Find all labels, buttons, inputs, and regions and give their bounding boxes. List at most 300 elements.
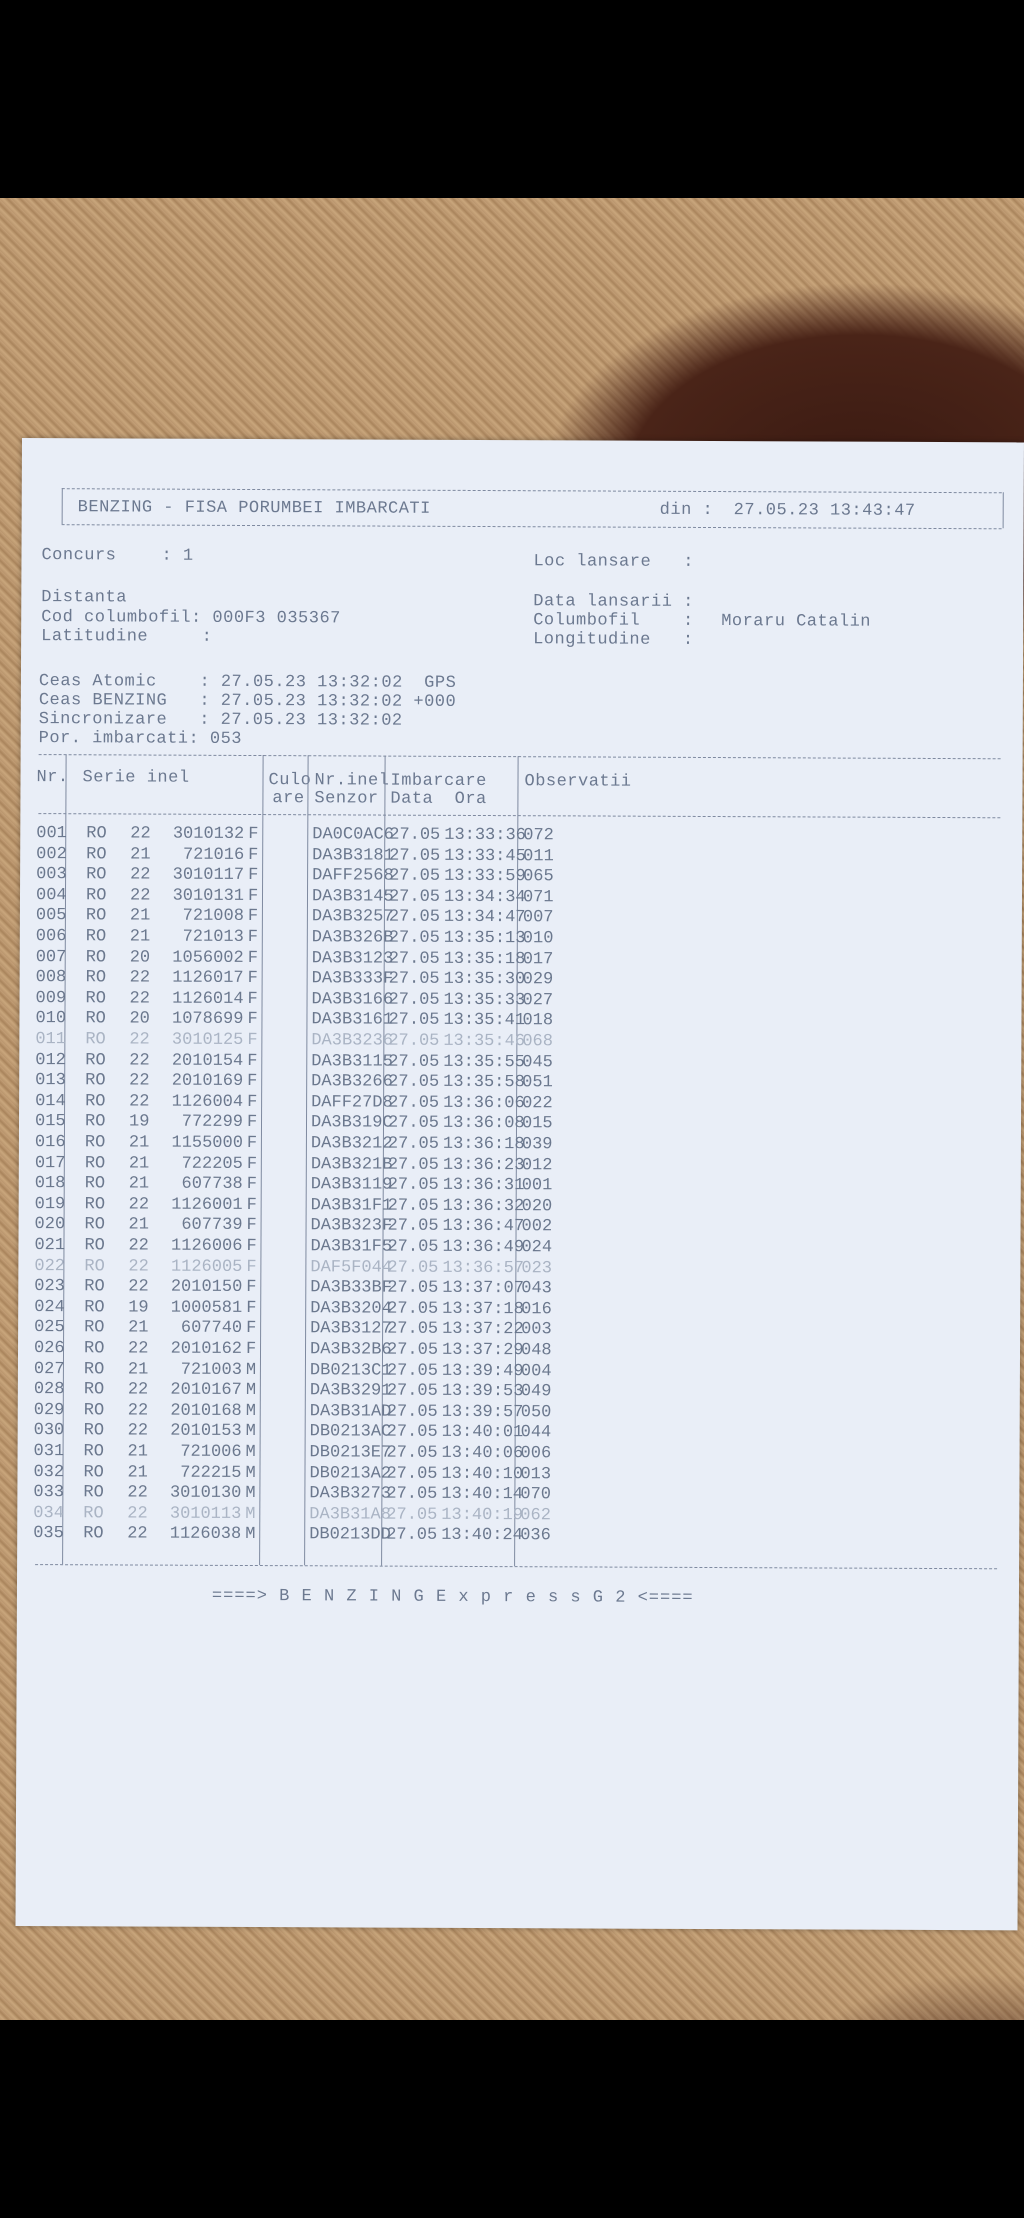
- cell-data: 27.05: [386, 1422, 438, 1443]
- cell-data: 27.05: [386, 1402, 438, 1422]
- cod-columbofil: Cod columbofil: 000F3 035367: [41, 608, 341, 629]
- cell-inel: 2010153: [170, 1422, 242, 1442]
- cell-tara: RO: [84, 1318, 105, 1338]
- cell-an: 22: [127, 1504, 148, 1524]
- cell-data: 27.05: [388, 949, 440, 969]
- col-culoare-2: are: [272, 789, 305, 809]
- cell-obs: 070: [520, 1485, 552, 1505]
- cell-data: 27.05: [386, 1505, 438, 1525]
- cell-tara: RO: [84, 1256, 105, 1276]
- cell-an: 22: [129, 1051, 150, 1071]
- cell-sex: F: [246, 1257, 257, 1277]
- cell-sex: F: [246, 1278, 257, 1298]
- cell-obs: 017: [522, 949, 554, 969]
- cell-data: 27.05: [387, 1237, 439, 1257]
- cell-inel: 3010130: [169, 1483, 242, 1504]
- cell-data: 27.05: [388, 969, 440, 990]
- cell-an: 22: [129, 968, 151, 988]
- ceas-benzing: Ceas BENZING : 27.05.23 13:32:02 +000: [38, 691, 457, 712]
- cell-nr: 003: [36, 865, 67, 885]
- cell-an: 22: [129, 1071, 150, 1091]
- cell-nr: 006: [35, 927, 67, 947]
- cell-an: 21: [127, 1442, 149, 1462]
- cell-sex: F: [246, 1298, 257, 1318]
- cell-inel: 2010150: [170, 1277, 243, 1298]
- cell-sex: M: [245, 1360, 257, 1380]
- col-imbarcare-1: Imbarcare: [390, 771, 487, 792]
- cell-ora: 13:37:29: [441, 1340, 524, 1361]
- cell-sex: F: [248, 845, 259, 865]
- cell-data: 27.05: [386, 1464, 438, 1484]
- cell-inel: 1155000: [171, 1133, 243, 1153]
- cell-data: 27.05: [388, 887, 441, 907]
- cell-senzor: DA3B3119: [310, 1175, 393, 1195]
- report-date-value: 27.05.23 13:43:47: [733, 501, 916, 521]
- cell-data: 27.05: [389, 825, 441, 845]
- sincronizare: Sincronizare : 27.05.23 13:32:02: [38, 710, 403, 731]
- cell-nr: 019: [34, 1194, 66, 1214]
- loc-lansare: Loc lansare :: [533, 552, 695, 572]
- cell-obs: 043: [521, 1279, 552, 1299]
- cell-nr: 005: [35, 906, 67, 926]
- cell-data: 27.05: [387, 1196, 439, 1216]
- cell-an: 22: [128, 1257, 149, 1277]
- cell-sex: F: [247, 989, 258, 1009]
- cell-obs: 015: [521, 1114, 553, 1134]
- cell-tara: RO: [84, 1195, 106, 1215]
- cell-tara: RO: [85, 927, 107, 947]
- cell-ora: 13:36:57: [442, 1258, 525, 1278]
- cell-nr: 001: [36, 824, 67, 844]
- cell-senzor: DAFF27D8: [311, 1093, 393, 1113]
- cell-ora: 13:36:18: [442, 1134, 525, 1155]
- cell-tara: RO: [84, 1298, 105, 1318]
- cell-an: 21: [130, 845, 151, 865]
- cell-senzor: DAF5F044: [310, 1257, 393, 1278]
- cell-ora: 13:35:46: [443, 1031, 526, 1052]
- cell-an: 22: [127, 1339, 149, 1359]
- cell-data: 27.05: [387, 1258, 439, 1278]
- cell-inel: 1126001: [171, 1195, 243, 1215]
- cell-data: 27.05: [386, 1525, 438, 1546]
- cell-tara: RO: [84, 1236, 105, 1256]
- cell-inel: 607738: [181, 1174, 243, 1195]
- cell-ora: 13:35:33: [443, 990, 526, 1010]
- cell-sex: F: [246, 1154, 258, 1174]
- cell-sex: F: [246, 1133, 258, 1154]
- cell-data: 27.05: [386, 1340, 439, 1360]
- cell-obs: 072: [523, 826, 554, 846]
- cell-sex: F: [248, 866, 259, 886]
- cell-tara: RO: [86, 844, 107, 864]
- cell-obs: 022: [522, 1093, 553, 1114]
- cell-senzor: DA3B3166: [311, 990, 394, 1010]
- cell-tara: RO: [83, 1504, 104, 1524]
- cell-data: 27.05: [388, 1010, 440, 1031]
- cell-tara: RO: [85, 1071, 106, 1091]
- cell-nr: 018: [34, 1174, 66, 1194]
- cell-obs: 068: [522, 1032, 554, 1052]
- cell-senzor: DA3B3115: [311, 1051, 393, 1072]
- cell-nr: 002: [36, 844, 67, 864]
- cell-obs: 018: [522, 1011, 554, 1031]
- cell-an: 21: [129, 906, 151, 926]
- cell-an: 19: [128, 1112, 150, 1132]
- cell-ora: 13:35:41: [443, 1011, 526, 1031]
- col-serie: Serie inel: [82, 768, 190, 788]
- col-nrinel-1: Nr.inel: [314, 771, 390, 791]
- cell-tara: RO: [85, 1009, 106, 1029]
- concurs-value: : 1: [161, 546, 194, 566]
- cell-inel: 2010169: [171, 1071, 244, 1092]
- cell-ora: 13:37:18: [442, 1299, 524, 1319]
- cell-senzor: DA3B333F: [311, 969, 394, 989]
- cell-inel: 1126004: [171, 1092, 244, 1112]
- cell-nr: 026: [33, 1339, 65, 1359]
- cell-an: 22: [127, 1401, 149, 1421]
- cell-inel: 1000581: [170, 1298, 243, 1318]
- cell-data: 27.05: [387, 1299, 439, 1319]
- cell-ora: 13:36:49: [442, 1237, 525, 1258]
- printout-sheet: [16, 438, 1024, 1930]
- cell-sex: F: [246, 1319, 257, 1339]
- cell-nr: 014: [35, 1091, 66, 1111]
- cell-tara: RO: [84, 1112, 106, 1132]
- cell-ora: 13:39:49: [441, 1361, 524, 1381]
- cell-ora: 13:33:36: [444, 825, 526, 846]
- cell-nr: 035: [33, 1524, 64, 1544]
- cell-inel: 2010154: [171, 1051, 244, 1071]
- cell-senzor: DB0213AC: [309, 1422, 392, 1443]
- cell-obs: 023: [521, 1258, 553, 1278]
- cell-sex: M: [245, 1463, 256, 1483]
- cell-obs: 045: [522, 1052, 553, 1072]
- col-culoare-1: Culo: [268, 771, 312, 791]
- cell-inel: 607739: [181, 1216, 243, 1236]
- cell-obs: 071: [522, 887, 554, 908]
- cell-sex: F: [247, 969, 258, 989]
- cell-obs: 007: [522, 908, 554, 928]
- footer-banner: ====> B E N Z I N G E x p r e s s G 2 <====: [211, 1586, 694, 1608]
- cell-an: 22: [127, 1524, 148, 1544]
- cell-nr: 016: [34, 1133, 66, 1153]
- cell-sex: M: [245, 1525, 256, 1545]
- cell-ora: 13:40:01: [441, 1423, 524, 1443]
- cell-ora: 13:34:34: [443, 887, 526, 907]
- cell-data: 27.05: [389, 866, 441, 887]
- cell-inel: 2010167: [170, 1380, 242, 1401]
- cell-data: 27.05: [387, 1113, 440, 1134]
- cell-inel: 721013: [182, 927, 244, 947]
- cell-an: 21: [129, 927, 151, 947]
- cell-nr: 028: [33, 1380, 65, 1400]
- cell-inel: 772299: [181, 1113, 244, 1133]
- cell-senzor: DA3B326B: [311, 928, 394, 948]
- cell-an: 22: [127, 1483, 148, 1503]
- cell-an: 20: [129, 948, 151, 968]
- cell-tara: RO: [84, 1215, 106, 1235]
- cell-senzor: DA3B321B: [310, 1154, 393, 1175]
- cell-nr: 010: [35, 1009, 67, 1029]
- cell-inel: 722205: [181, 1154, 243, 1174]
- cell-data: 27.05: [386, 1484, 438, 1505]
- cell-tara: RO: [85, 886, 107, 906]
- cell-ora: 13:33:45: [444, 846, 526, 866]
- cell-nr: 027: [33, 1359, 65, 1379]
- ceas-atomic: Ceas Atomic : 27.05.23 13:32:02 GPS: [38, 672, 457, 693]
- cell-data: 27.05: [387, 1319, 439, 1340]
- cell-senzor: DAFF2568: [312, 866, 394, 886]
- cell-tara: RO: [86, 824, 107, 844]
- cell-ora: 13:35:30: [443, 970, 526, 990]
- cell-inel: 607740: [180, 1319, 243, 1339]
- cell-an: 22: [129, 1092, 150, 1112]
- cell-senzor: DA3B3145: [311, 887, 394, 907]
- cell-ora: 13:34:47: [443, 908, 526, 928]
- cell-nr: 008: [35, 968, 67, 988]
- cell-sex: M: [245, 1442, 256, 1463]
- cell-data: 27.05: [388, 928, 440, 948]
- cell-an: 21: [127, 1360, 149, 1380]
- cell-sex: M: [245, 1504, 256, 1524]
- cell-ora: 13:36:23: [442, 1155, 525, 1175]
- cell-sex: F: [247, 948, 258, 968]
- cell-nr: 007: [35, 947, 67, 967]
- cell-inel: 721008: [182, 907, 244, 927]
- cell-sex: F: [247, 1051, 258, 1071]
- cell-senzor: DA3B31F1: [310, 1196, 393, 1216]
- cell-tara: RO: [85, 1092, 106, 1112]
- cell-nr: 025: [34, 1318, 65, 1338]
- cell-inel: 3010125: [171, 1030, 244, 1050]
- cell-obs: 039: [521, 1135, 553, 1155]
- cell-nr: 017: [34, 1153, 66, 1173]
- cell-inel: 1126014: [172, 989, 244, 1009]
- cell-tara: RO: [84, 1133, 106, 1153]
- cell-ora: 13:36:32: [442, 1196, 525, 1216]
- table-row: [17, 1524, 1017, 1548]
- cell-senzor: DA3B319C: [310, 1113, 393, 1134]
- cell-sex: F: [246, 1236, 257, 1257]
- cell-tara: RO: [83, 1401, 105, 1421]
- cell-senzor: DA3B3212: [310, 1134, 393, 1154]
- cell-tara: RO: [83, 1421, 105, 1441]
- cell-sex: F: [247, 927, 259, 948]
- cell-sex: F: [246, 1175, 257, 1195]
- cell-obs: 051: [522, 1073, 553, 1093]
- cell-nr: 015: [34, 1112, 66, 1132]
- cell-an: 22: [129, 1030, 150, 1050]
- cell-senzor: DB0213E7: [309, 1443, 392, 1463]
- cell-obs: 062: [520, 1505, 551, 1526]
- table-header-bottom-border: [38, 813, 1000, 818]
- cell-an: 21: [128, 1133, 150, 1153]
- cell-obs: 006: [520, 1444, 552, 1464]
- cell-data: 27.05: [388, 1031, 440, 1051]
- cell-ora: 13:35:18: [443, 949, 526, 969]
- cell-inel: 3010117: [172, 865, 245, 886]
- cell-tara: RO: [83, 1380, 105, 1400]
- cell-nr: 013: [35, 1071, 66, 1091]
- cell-tara: RO: [83, 1524, 104, 1544]
- cell-obs: 016: [521, 1299, 552, 1320]
- col-observatii: Observatii: [524, 772, 632, 792]
- cell-senzor: DA3B3291: [309, 1381, 392, 1401]
- cell-obs: 049: [520, 1382, 552, 1402]
- cell-an: 22: [128, 1236, 149, 1256]
- cell-ora: 13:40:24: [441, 1526, 523, 1546]
- cell-obs: 036: [520, 1526, 551, 1546]
- cell-ora: 13:33:59: [444, 867, 526, 887]
- cell-nr: 024: [34, 1297, 65, 1317]
- cell-tara: RO: [84, 1174, 106, 1194]
- columbofil-label: Columbofil :: [533, 611, 694, 631]
- cell-inel: 3010131: [172, 886, 245, 906]
- cell-nr: 004: [35, 885, 67, 905]
- cell-senzor: DA3B3123: [311, 948, 394, 969]
- cell-obs: 044: [520, 1423, 552, 1443]
- cell-senzor: DA3B33BF: [310, 1278, 392, 1298]
- cell-inel: 721016: [182, 845, 245, 865]
- cell-inel: 722215: [180, 1463, 242, 1483]
- cell-ora: 13:36:06: [443, 1093, 525, 1113]
- cell-ora: 13:37:07: [442, 1279, 524, 1299]
- cell-sex: F: [247, 907, 259, 927]
- cell-sex: F: [248, 824, 259, 845]
- longitudine: Longitudine :: [533, 630, 694, 650]
- cell-obs: 020: [521, 1196, 553, 1217]
- cell-tara: RO: [84, 1153, 106, 1173]
- cell-data: 27.05: [387, 1216, 439, 1237]
- cell-senzor: DA0C0AC6: [312, 825, 394, 845]
- cell-sex: F: [247, 1092, 258, 1112]
- cell-ora: 13:40:06: [441, 1443, 524, 1464]
- cell-nr: 020: [34, 1215, 66, 1235]
- cell-tara: RO: [84, 1277, 105, 1297]
- cell-an: 22: [127, 1380, 149, 1400]
- cell-senzor: DA3B31AD: [309, 1402, 392, 1422]
- cell-senzor: DA3B3273: [309, 1484, 392, 1504]
- report-date-label: din :: [659, 500, 714, 521]
- cell-senzor: DB0213DD: [309, 1525, 391, 1546]
- report-title: BENZING - FISA PORUMBEI IMBARCATI: [77, 498, 431, 519]
- cell-senzor: DA3B32B6: [309, 1340, 392, 1360]
- data-lansarii: Data lansarii :: [533, 592, 694, 612]
- cell-obs: 013: [520, 1464, 552, 1484]
- concurs-label: Concurs: [41, 546, 117, 566]
- cell-inel: 2010162: [170, 1339, 243, 1359]
- cell-nr: 022: [34, 1256, 66, 1276]
- cell-ora: 13:40:19: [441, 1505, 523, 1525]
- cell-obs: 048: [520, 1341, 552, 1361]
- cell-data: 27.05: [388, 907, 440, 928]
- cell-senzor: DA3B31F5: [310, 1237, 393, 1257]
- cell-data: 27.05: [386, 1443, 438, 1463]
- cell-ora: 13:35:55: [443, 1052, 525, 1072]
- cell-tara: RO: [83, 1462, 104, 1482]
- cell-tara: RO: [85, 947, 107, 967]
- cell-an: 22: [130, 824, 151, 844]
- cell-nr: 012: [35, 1050, 66, 1070]
- cell-nr: 009: [35, 988, 67, 1008]
- cell-inel: 1126005: [170, 1257, 243, 1277]
- cell-tara: RO: [83, 1359, 105, 1379]
- table-top-border: [39, 754, 1001, 759]
- cell-sex: M: [245, 1484, 256, 1504]
- cell-nr: 034: [33, 1503, 64, 1523]
- cell-sex: M: [245, 1422, 256, 1442]
- latitudine: Latitudine :: [41, 627, 213, 647]
- cell-an: 22: [129, 989, 151, 1009]
- cell-senzor: DA3B3257: [311, 907, 394, 928]
- cell-ora: 13:36:47: [442, 1217, 525, 1237]
- por-imbarcati: Por. imbarcati: 053: [38, 729, 243, 749]
- cell-ora: 13:39:57: [441, 1402, 524, 1422]
- cell-an: 20: [129, 1009, 150, 1029]
- cell-obs: 065: [523, 867, 554, 887]
- cell-tara: RO: [85, 989, 107, 1009]
- cell-ora: 13:36:31: [442, 1176, 525, 1196]
- cell-nr: 021: [34, 1236, 66, 1256]
- cell-sex: F: [247, 1010, 258, 1030]
- cell-obs: 024: [521, 1238, 553, 1258]
- cell-data: 27.05: [386, 1361, 438, 1381]
- cell-senzor: DA3B3266: [311, 1072, 393, 1092]
- cell-tara: RO: [85, 1030, 106, 1050]
- cell-obs: 004: [520, 1361, 552, 1381]
- cell-sex: F: [247, 886, 259, 906]
- cell-sex: F: [247, 1072, 258, 1092]
- cell-inel: 1126038: [169, 1525, 242, 1545]
- cell-obs: 003: [521, 1320, 552, 1340]
- table-bottom-border: [35, 1564, 997, 1569]
- cell-an: 21: [128, 1154, 150, 1174]
- cell-senzor: DB0213C1: [309, 1360, 392, 1381]
- cell-data: 27.05: [388, 1093, 440, 1113]
- cell-senzor: DA3B3127: [310, 1319, 392, 1340]
- cell-senzor: DA3B3204: [310, 1299, 392, 1319]
- cell-nr: 030: [33, 1421, 65, 1441]
- cell-sex: F: [246, 1195, 257, 1215]
- cell-inel: 3010132: [172, 824, 245, 844]
- cell-sex: F: [245, 1339, 257, 1360]
- cell-senzor: DA3B31A8: [309, 1505, 391, 1525]
- cell-data: 27.05: [387, 1155, 439, 1175]
- cell-an: 22: [128, 1195, 150, 1215]
- cell-inel: 1078699: [172, 1010, 244, 1030]
- cell-nr: 033: [33, 1483, 65, 1503]
- col-nrinel-2: Senzor: [314, 789, 379, 809]
- cell-nr: 029: [33, 1400, 65, 1420]
- cell-inel: 2010168: [170, 1401, 242, 1421]
- cell-obs: 012: [521, 1155, 553, 1175]
- cell-an: 21: [127, 1463, 148, 1483]
- cell-an: 19: [128, 1298, 149, 1318]
- cell-senzor: DA3B3181: [312, 845, 394, 866]
- cell-inel: 1056002: [172, 948, 244, 968]
- cell-sex: F: [246, 1216, 257, 1236]
- cell-data: 27.05: [388, 990, 440, 1010]
- cell-ora: 13:35:58: [443, 1073, 525, 1093]
- cell-senzor: DA3B3161: [311, 1010, 394, 1031]
- cell-inel: 1126006: [171, 1236, 243, 1256]
- cell-data: 27.05: [388, 1052, 440, 1072]
- cell-ora: 13:40:10: [441, 1464, 524, 1484]
- cell-nr: 011: [35, 1030, 67, 1050]
- cell-obs: 010: [522, 929, 554, 949]
- cell-tara: RO: [83, 1442, 105, 1462]
- cell-data: 27.05: [387, 1175, 439, 1196]
